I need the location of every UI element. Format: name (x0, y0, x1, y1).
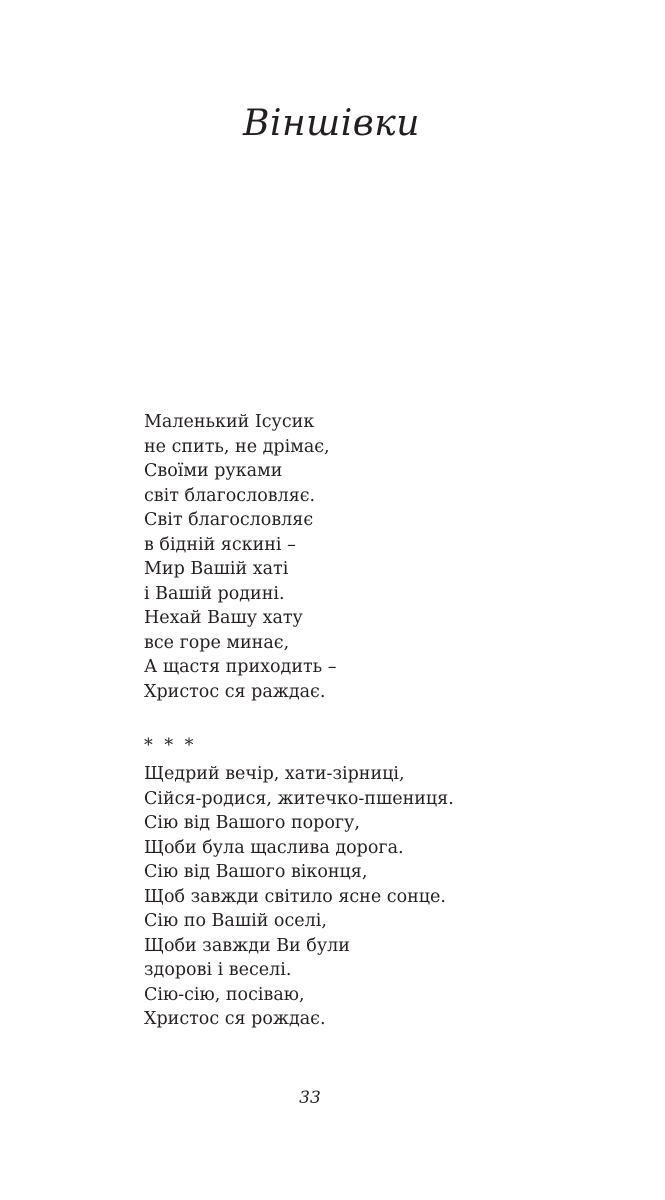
poem-line: Щоби була щаслива дорога. (144, 837, 404, 858)
page-title: Віншівки (243, 103, 420, 144)
poem-line: Мир Вашій хаті (144, 559, 289, 579)
poem-line: в бідній яскині – (144, 534, 296, 555)
poem-line: і Вашій родині. (144, 583, 285, 604)
poem-line: Сію від Вашого віконця, (144, 862, 368, 882)
poem-line: все горе минає, (144, 632, 290, 653)
poem-line: Сію по Вашій оселі, (144, 911, 327, 931)
poem-line: Нехай Вашу хату (144, 608, 303, 628)
poem-line: Христос ся раждає. (144, 681, 326, 702)
poem-line: здорові і веселі. (144, 960, 292, 980)
poem-line: Сійся-родися, житечко-пшениця. (144, 788, 454, 809)
section-separator: * * * (144, 736, 197, 756)
poem-line: Світ благословляє (144, 510, 314, 530)
poem-line: не спить, не дрімає, (144, 436, 330, 457)
page-number: 33 (299, 1088, 321, 1108)
poem-line: Своїми руками (144, 461, 283, 481)
poem-line: Сію-сію, посіваю, (144, 984, 305, 1005)
poem-line: А щастя приходить – (144, 657, 337, 677)
poem-first (144, 410, 337, 704)
poem-line: Щоби завжди Ви були (144, 935, 350, 956)
poem-line: світ благословляє. (144, 485, 316, 506)
poem-line: Христос ся рождає. (144, 1009, 326, 1029)
poem-line: Маленький Ісусик (144, 412, 315, 432)
poem-line: Сію від Вашого порогу, (144, 813, 360, 833)
poem-second (144, 762, 454, 1032)
poem-line: Щедрий вечір, хати-зірниці, (144, 764, 405, 784)
poem-line: Щоб завжди світило ясне сонце. (144, 886, 446, 907)
